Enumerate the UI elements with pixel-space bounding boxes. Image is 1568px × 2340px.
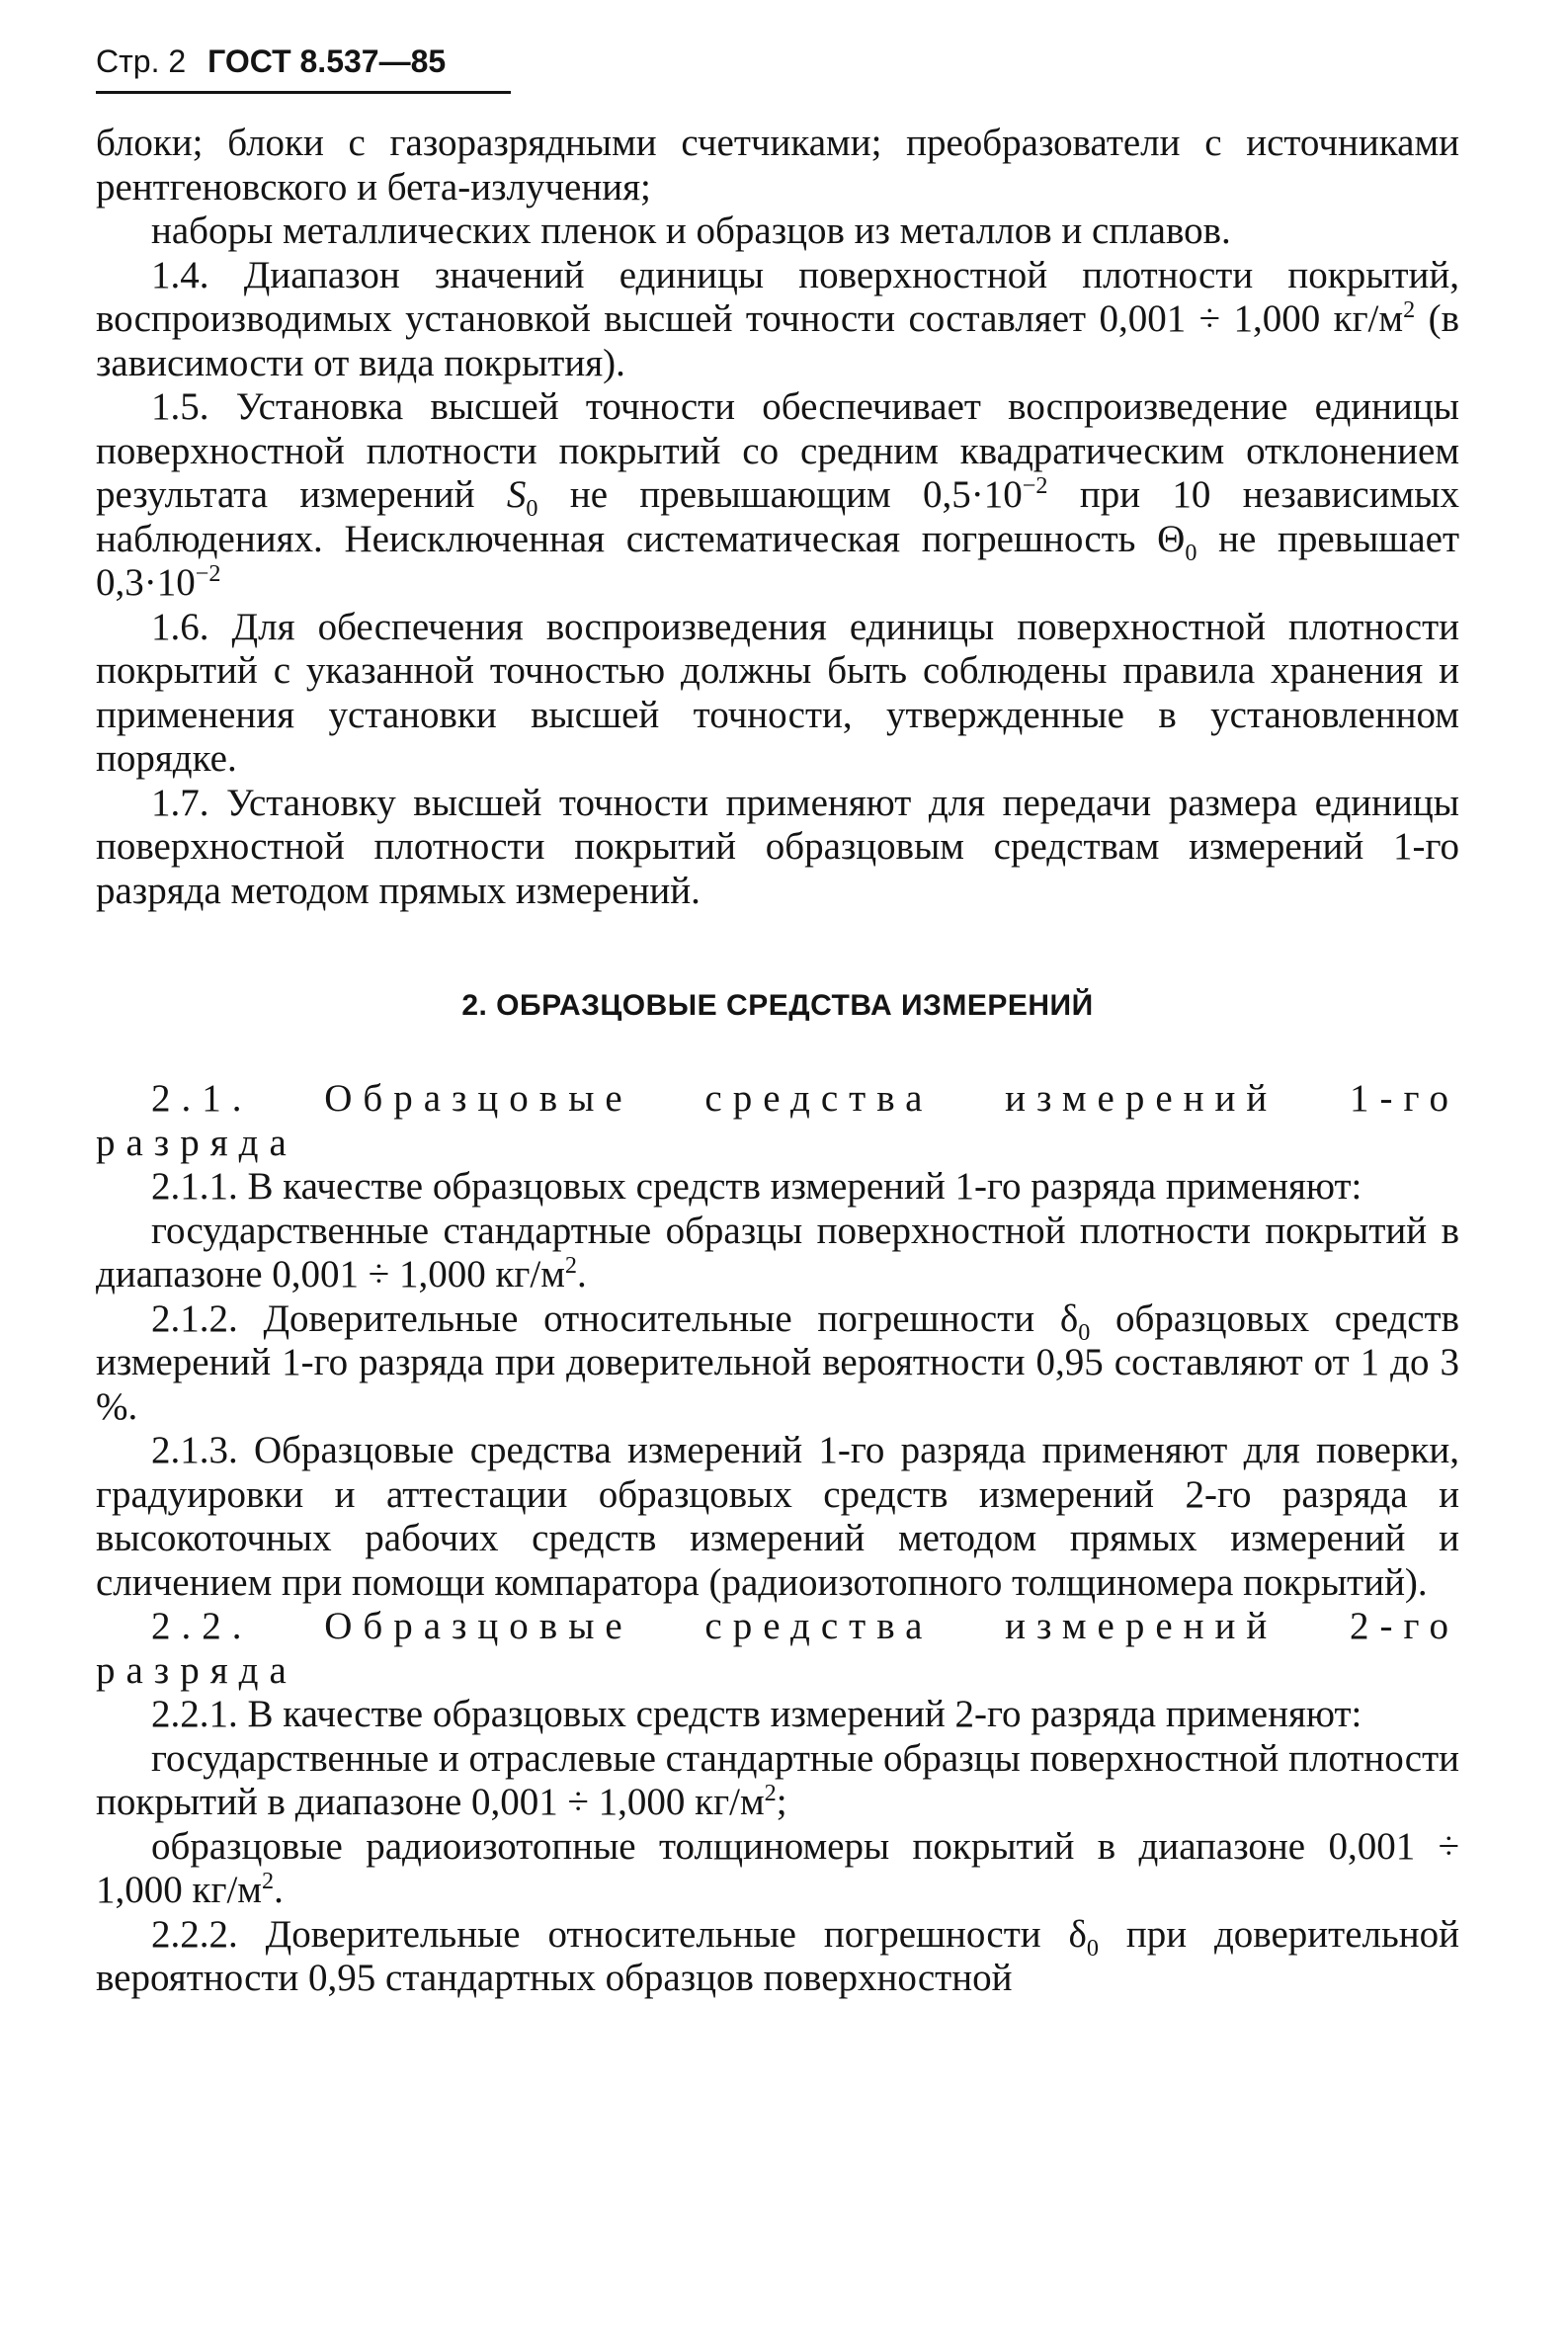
running-head (96, 40, 1459, 83)
clause-2-1-1-item: государственные стандартные образцы поверхностной плотности покрытий в диапазоне 0,001 ÷ 1,000 $кг/м^2$. (96, 1209, 1459, 1295)
clause-1-4: 1.4. Диапазон значений единицы поверхностной плотности покрытий, воспроизводимых установкой высшей точности составляет 0,001 ÷ 1,000 $кг/м^2$ (в зависимости от вида покрытия). (96, 253, 1459, 384)
section-2-title: 2. ОБРАЗЦОВЫЕ СРЕДСТВА ИЗМЕРЕНИЙ (461, 989, 1094, 1022)
document-page (96, 40, 1459, 2001)
standard-designation: ГОСТ 8.537—85 (207, 43, 447, 79)
clause-1-6: 1.6. Для обеспечения воспроизведения единицы поверхностной плотности покрытий с указанной точностью должны быть соблюдены правила хранения и применения установки высшей точности, утвержденные в установленном порядке. (96, 605, 1459, 780)
header-rule (96, 91, 511, 94)
clause-2-1-2: 2.1.2. Доверительные относительные погрешности $\delta_0$ образцовых средств измерений 1-го разряда при доверительной вероятности 0,95 составляют от 1 до 3 %. (96, 1296, 1460, 1428)
paragraph-intro-2: наборы металлических пленок и образцов из металлов и сплавов. (151, 209, 1231, 252)
clause-2-1: 2.1. Образцовые средства измерений 1-го разряда (96, 1077, 1459, 1164)
page-number: Стр. 2 (96, 43, 187, 79)
paragraph-intro-1: блоки; блоки с газоразрядными счетчиками; преобразователи с источниками рентгеновского и бета-излучения; (96, 122, 1459, 209)
clause-2-2-1-intro: 2.2.1. В качестве образцовых средств измерений 2-го разряда применяют: (151, 1693, 1362, 1735)
clause-2-1-3: 2.1.3. Образцовые средства измерений 1-го разряда применяют для поверки, градуировки и аттестации образцовых средств измерений 2-го разряда и высокоточных рабочих средств измерений методом прямых измерений и сличением при помощи компаратора (радиоизотопного толщиномера покрытий). (96, 1429, 1459, 1604)
clause-1-5: 1.5. Установка высшей точности обеспечивает воспроизведение единицы поверхностной плотности покрытий со средним квадратическим отклонением результата измерений $S_0$ не превышающим $0,5\cdot 10^{-2}$ при 10 независимых наблюдениях. Неисключенная систематическая погрешность $\Theta_0$ не превышает $0,3\cdot 10^{-2}$ (96, 385, 1459, 604)
clause-2-1-1-intro: 2.1.1. В качестве образцовых средств измерений 1-го разряда применяют: (151, 1165, 1362, 1208)
clause-2-2-1-item-2: образцовые радиоизотопные толщиномеры покрытий в диапазоне 0,001 ÷ 1,000 $кг/м^2$. (96, 1824, 1459, 1911)
clause-1-7: 1.7. Установку высшей точности применяют для передачи размера единицы поверхностной плотности покрытий образцовым средствам измерений 1-го разряда методом прямых измерений. (96, 781, 1459, 912)
clause-2-2-1-item-1: государственные и отраслевые стандартные образцы поверхностной плотности покрытий в диапазоне 0,001 ÷ 1,000 $кг/м^2$; (96, 1736, 1459, 1823)
clause-2-2-2: 2.2.2. Доверительные относительные погрешности $\delta_0$ при доверительной вероятности 0,95 стандартных образцов поверхностной (96, 1912, 1459, 1999)
body-text (96, 122, 1459, 2001)
clause-2-2: 2.2. Образцовые средства измерений 2-го разряда (96, 1605, 1459, 1692)
